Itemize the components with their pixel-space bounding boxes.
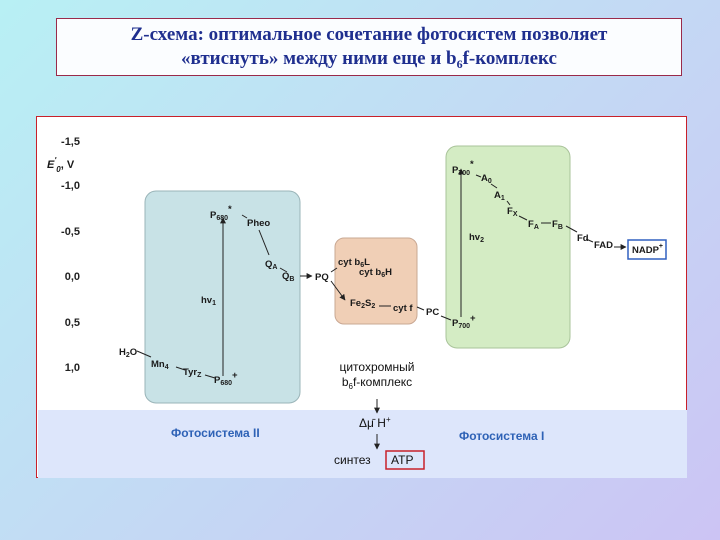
p680-ground-label: $P_{680}+$ xyxy=(214,370,238,387)
pheo-label: Pheo xyxy=(247,218,271,229)
tick-label: 0,0 xyxy=(64,271,80,283)
delta-mu-label: Δμ̄ H+ xyxy=(359,415,391,430)
tick-label: -1,5 xyxy=(61,136,80,148)
a1-label: $A_1$ xyxy=(494,190,505,202)
diagram-canvas xyxy=(37,117,688,479)
a0-label: $A_0$ xyxy=(481,173,492,185)
axis-label: $E'_0$, V xyxy=(47,156,75,174)
qa-label: $Q_A$ xyxy=(265,259,278,271)
hv1-label: $hv_1$ xyxy=(201,295,216,307)
tick-label: -1,0 xyxy=(61,180,80,192)
p700-excited-label: $P_{700}*$ xyxy=(452,159,474,177)
pq-label: PQ xyxy=(315,272,329,283)
h2o-label: $H_2O$ xyxy=(119,347,138,359)
slide-title xyxy=(56,18,682,76)
hv2-label: $hv_2$ xyxy=(469,232,484,244)
fa-label: $F_A$ xyxy=(528,219,539,231)
complex-caption-line2: $b_6f$-комплекс xyxy=(341,375,413,391)
tick-label: -0,5 xyxy=(61,226,80,238)
synthesis-label: синтез xyxy=(334,453,371,467)
atp-label: ATP xyxy=(391,453,414,467)
qb-label: $Q_B$ xyxy=(282,271,295,283)
fb-label: $F_B$ xyxy=(552,219,563,231)
cytb6h-label: cyt $b_6H$ xyxy=(359,267,392,279)
fe2s2-label: $Fe_2S_2$ xyxy=(350,298,376,310)
photosystem-1-label: Фотосистема I xyxy=(459,429,545,443)
mn4-label: $Mn_4$ xyxy=(151,359,169,371)
tick-label: 1,0 xyxy=(64,362,80,374)
fad-label: FAD xyxy=(594,240,613,251)
title-line-2: «втиснуть» между ними еще и $b_6f$-комплекс xyxy=(181,48,557,71)
axis-ticks xyxy=(61,136,80,374)
tyrz-label: Tyr$_Z$ xyxy=(183,367,202,379)
tick-label: 0,5 xyxy=(64,317,80,329)
z-scheme-diagram xyxy=(36,116,687,478)
title-line-1: Z-схема: оптимальное сочетание фотосистем позволяет xyxy=(130,24,608,45)
cytb6l-label: cyt $b_6L$ xyxy=(338,257,370,269)
fd-label: Fd xyxy=(577,233,589,244)
p700-ground-label: $P_{700}+$ xyxy=(452,313,476,330)
photosystem-2-label: Фотосистема II xyxy=(171,426,260,440)
complex-caption-line1: цитохромный xyxy=(339,360,415,374)
fx-label: $F_X$ xyxy=(507,206,518,218)
pc-label: PC xyxy=(426,307,440,318)
cytf-label: cyt f xyxy=(393,303,413,314)
nadp-label: NADP+ xyxy=(632,243,664,256)
p680-excited-label: $P_{680}*$ xyxy=(210,204,232,222)
